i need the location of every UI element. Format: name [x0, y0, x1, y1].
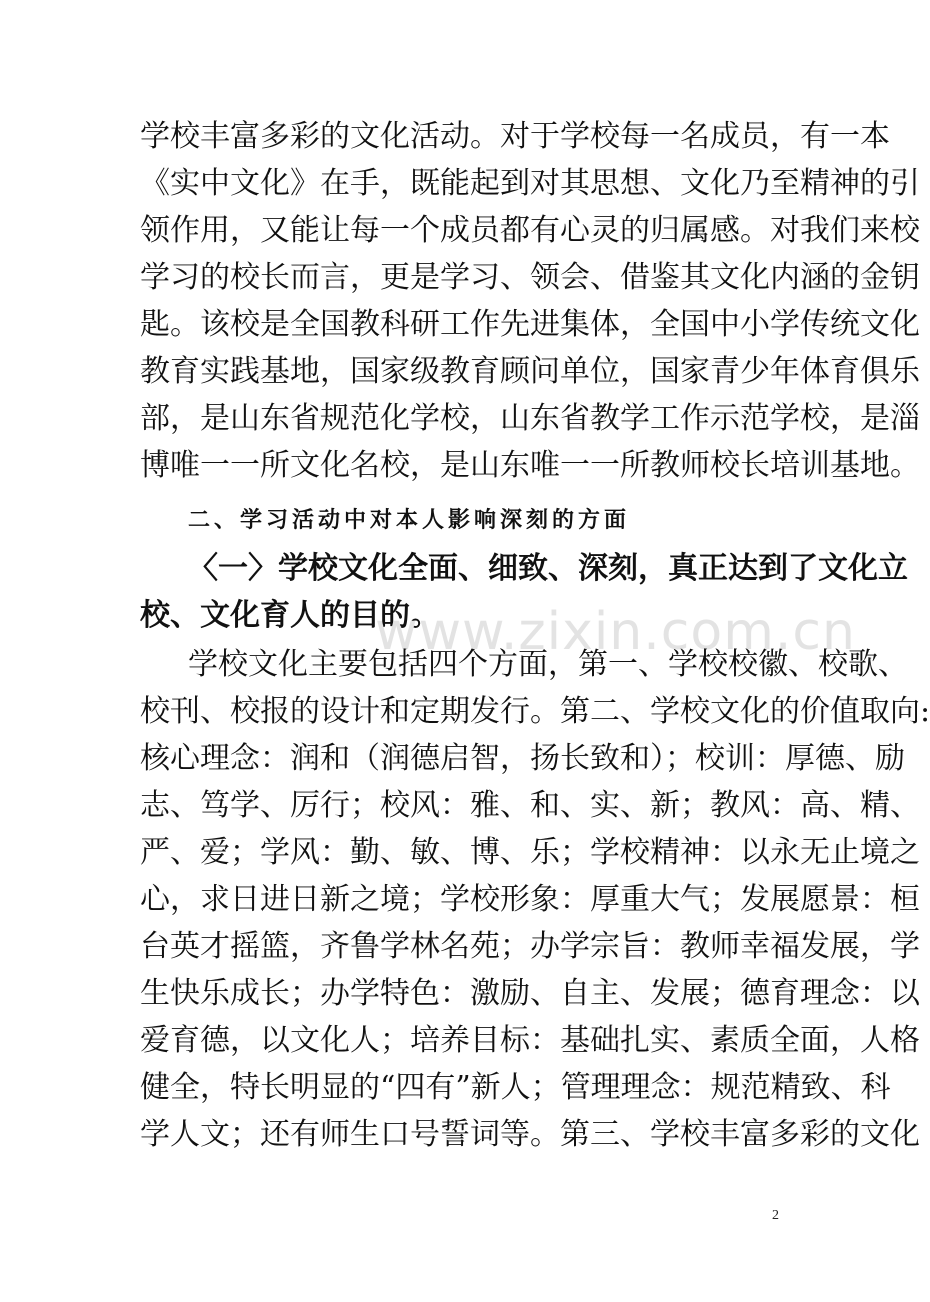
paragraph-line: 生快乐成长；办学特色：激励、自主、发展；德育理念：以 [140, 976, 920, 1011]
paragraph-line: 爱育德，以文化人；培养目标：基础扎实、素质全面，人格 [140, 1023, 920, 1058]
paragraph-line: 核心理念：润和（润德启智，扬长致和）；校训：厚德、励 [140, 741, 905, 776]
paragraph-line: 学人文；还有师生口号誓词等。第三、学校丰富多彩的文化 [140, 1117, 920, 1152]
paragraph-line: 《实中文化》在手，既能起到对其思想、文化乃至精神的引 [140, 166, 920, 201]
paragraph-line: 严、爱；学风：勤、敏、博、乐；学校精神：以永无止境之 [140, 835, 920, 870]
subheading-line: 校、文化育人的目的。 [140, 598, 440, 633]
paragraph-line: 台英才摇篮，齐鲁学林名苑；办学宗旨：教师幸福发展，学 [140, 929, 920, 964]
paragraph-line: 心，求日进日新之境；学校形象：厚重大气；发展愿景：桓 [140, 882, 920, 917]
paragraph-line: 匙。该校是全国教科研工作先进集体，全国中小学传统文化 [140, 307, 920, 342]
paragraph-line: 部，是山东省规范化学校，山东省教学工作示范学校，是淄 [140, 401, 920, 436]
paragraph-line: 校刊、校报的设计和定期发行。第二、学校文化的价值取向: [140, 694, 930, 729]
paragraph-line: 健全，特长明显的“四有”新人；管理理念：规范精致、科 [140, 1070, 891, 1105]
watermark: www.zixin.com.cn [375, 602, 856, 662]
paragraph-line: 博唯一一所文化名校，是山东唯一一所教师校长培训基地。 [140, 448, 920, 483]
paragraph-line: 学校丰富多彩的文化活动。对于学校每一名成员，有一本 [140, 119, 890, 154]
paragraph-line: 领作用，又能让每一个成员都有心灵的归属感。对我们来校 [140, 213, 920, 248]
subheading-line: 〈一〉学校文化全面、细致、深刻，真正达到了文化立 [188, 551, 908, 586]
page-number: 2 [772, 1208, 779, 1223]
paragraph-line: 志、笃学、厉行；校风：雅、和、实、新；教风：高、精、 [140, 788, 920, 823]
paragraph-line: 教育实践基地，国家级教育顾问单位，国家青少年体育俱乐 [140, 354, 920, 389]
paragraph-line: 学习的校长而言，更是学习、领会、借鉴其文化内涵的金钥 [140, 260, 920, 295]
section-heading: 二、学习活动中对本人影响深刻的方面 [188, 508, 631, 533]
paragraph-line: 学校文化主要包括四个方面，第一、学校校徽、校歌、 [188, 647, 908, 682]
